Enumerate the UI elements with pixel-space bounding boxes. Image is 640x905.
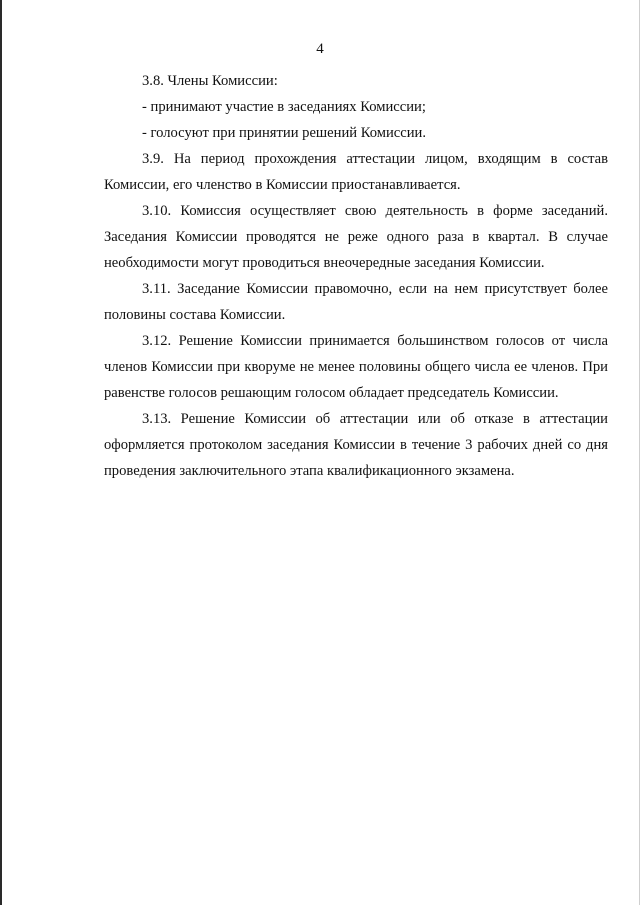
page-number: 4 bbox=[316, 41, 324, 57]
paragraph-3-11: 3.11. Заседание Комиссии правомочно, если на нем присутствует более половины состава Комиссии. bbox=[104, 281, 608, 323]
list-item-vote: - голосуют при принятии решений Комиссии. bbox=[142, 125, 427, 141]
list-item-participate: - принимают участие в заседаниях Комиссии; bbox=[142, 99, 426, 115]
paragraph-3-13: 3.13. Решение Комиссии об аттестации или об отказе в аттестации оформляется протоколом заседания Комиссии в течение 3 рабочих дней со дня проведения заключительного этапа квалификационного экзамена. bbox=[104, 411, 608, 479]
paragraph-3-10: 3.10. Комиссия осуществляет свою деятельность в форме заседаний. Заседания Комиссии проводятся не реже одного раза в квартал. В случае необходимости могут проводиться внеочередные заседания Комиссии. bbox=[104, 203, 608, 271]
paragraph-3-9: 3.9. На период прохождения аттестации лицом, входящим в состав Комиссии, его членство в Комиссии приостанавливается. bbox=[104, 151, 608, 193]
paragraph-3-8: 3.8. Члены Комиссии: bbox=[142, 73, 278, 89]
scan-edge-left bbox=[0, 0, 2, 905]
paragraph-3-12: 3.12. Решение Комиссии принимается большинством голосов от числа членов Комиссии при кворуме не менее половины общего числа ее членов. При равенстве голосов решающим голосом обладает председатель Комиссии. bbox=[104, 333, 608, 401]
document-body bbox=[104, 68, 608, 484]
